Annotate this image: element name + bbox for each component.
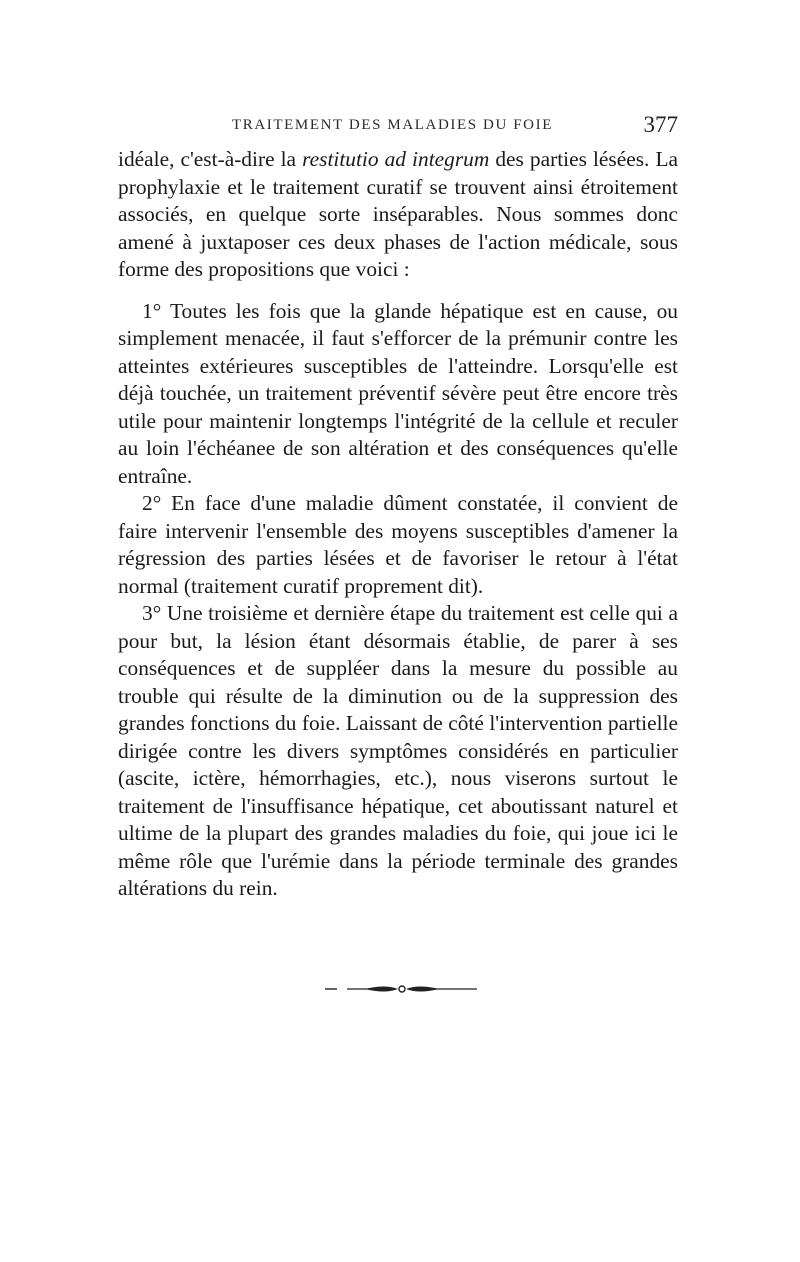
paragraph-1: 1° Toutes les fois que la glande hépatique est en cause, ou simplement menacée, il faut s'efforcer de la prémunir contre les atteintes extérieures susceptibles de l'atteindre. Lorsqu'elle est déjà touchée, un traitement préventif sévère peut être encore très utile pour maintenir longtemps l'intégrité de la cellule et reculer au loin l'échéanee de son altération et des conséquences qu'elle entraîne. <box>118 298 678 488</box>
latin-phrase: restitutio ad integrum <box>302 147 490 171</box>
running-title: TRAITEMENT DES MALADIES DU FOIE <box>232 117 553 133</box>
page-number: 377 <box>643 112 678 137</box>
para0-rest: des parties lésées. La prophylaxie et le traitement curatif se trouvent ainsi étroitement associés, en quelque sorte inséparables. Nous sommes donc amené à juxtaposer ces deux phases de l'action médicale, sous forme des propositions que voici : <box>118 147 679 281</box>
paragraph-continued <box>118 146 678 284</box>
running-head <box>118 112 678 142</box>
body-text <box>118 146 678 903</box>
paragraph-2: 2° En face d'une maladie dûment constatée, il convient de faire intervenir l'ensemble des moyens susceptibles d'amener la régression des parties lésées et de favoriser le retour à l'état normal (traitement curatif proprement dit). <box>118 491 678 598</box>
para0-start: idéale, c'est-à-dire la <box>118 147 303 171</box>
end-of-chapter-flourish-icon <box>325 979 477 999</box>
paragraph-3: 3° Une troisième et dernière étape du traitement est celle qui a pour but, la lésion étant désormais établie, de parer à ses conséquences et de suppléer dans la mesure du possible au trouble qui résulte de la diminution ou de la suppression des grandes fonctions du foie. Laissant de côté l'intervention partielle dirigée contre les divers symptômes considérés en particulier (ascite, ictère, hémorrhagies, etc.), nous viserons surtout le traitement de l'insuffisance hépatique, cet aboutissant naturel et ultime de la plupart des grandes maladies du foie, qui joue ici le même rôle que l'urémie dans la période terminale des grandes altérations du rein. <box>118 601 678 900</box>
